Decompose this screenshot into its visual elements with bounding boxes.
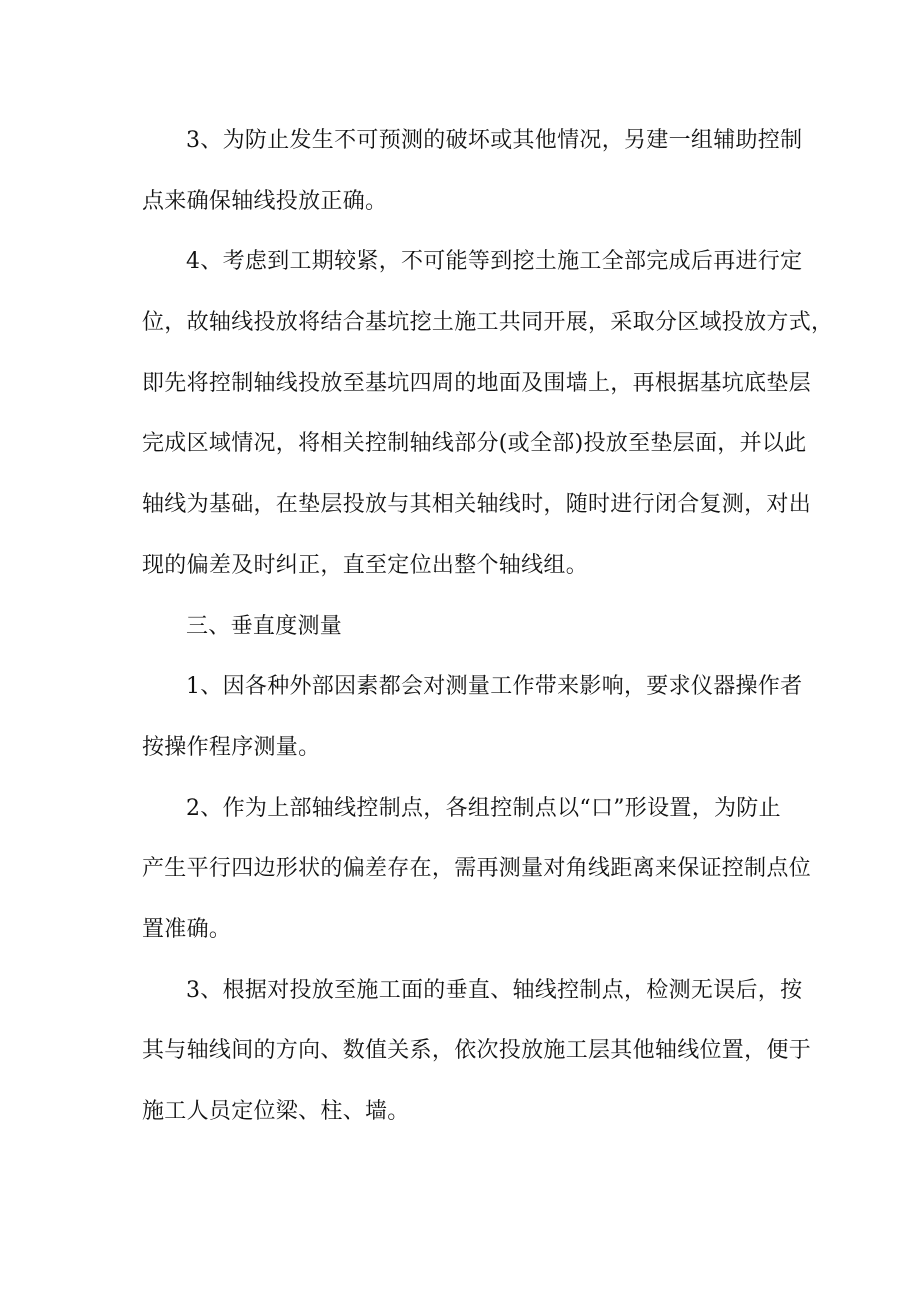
text-line: 位，故轴线投放将结合基坑挖土施工共同开展，采取分区域投放方式， xyxy=(142,310,834,336)
text-line: 其与轴线间的方向、数值关系，依次投放施工层其他轴线位置，便于 xyxy=(142,1038,812,1064)
text-line: 点来确保轴线投放正确。 xyxy=(142,188,388,214)
text-line: 现的偏差及时纠正，直至定位出整个轴线组。 xyxy=(142,552,589,578)
text-line: 置准确。 xyxy=(142,916,232,942)
text-line: 完成区域情况，将相关控制轴线部分(或全部)投放至垫层面，并以此 xyxy=(142,431,807,457)
paragraph-instrument-operation xyxy=(142,657,803,778)
document-body xyxy=(142,111,834,1143)
paragraph-upper-control-points xyxy=(142,779,812,961)
paragraph-construction-layer xyxy=(142,961,812,1143)
text-line: 产生平行四边形状的偏差存在，需再测量对角线距离来保证控制点位 xyxy=(142,856,812,882)
text-line: 2、作为上部轴线控制点，各组控制点以“口”形设置，为防止 xyxy=(186,795,781,821)
text-line: 施工人员定位梁、柱、墙。 xyxy=(142,1099,410,1124)
text-line: 3、为防止发生不可预测的破坏或其他情况，另建一组辅助控制 xyxy=(186,128,803,153)
section-heading-verticality xyxy=(142,597,782,658)
paragraph-axis-layout xyxy=(142,232,834,596)
section-heading: 三、垂直度测量 xyxy=(186,613,343,639)
paragraph-control-points xyxy=(142,111,803,232)
text-line: 轴线为基础，在垫层投放与其相关轴线时，随时进行闭合复测，对出 xyxy=(142,492,812,518)
text-line: 3、根据对投放至施工面的垂直、轴线控制点，检测无误后，按 xyxy=(186,977,803,1003)
text-line: 即先将控制轴线投放至基坑四周的地面及围墙上，再根据基坑底垫层 xyxy=(142,370,812,396)
text-line: 1、因各种外部因素都会对测量工作带来影响，要求仪器操作者 xyxy=(186,674,803,700)
text-line: 按操作程序测量。 xyxy=(142,734,321,760)
text-line: 4、考虑到工期较紧，不可能等到挖土施工全部完成后再进行定 xyxy=(186,249,803,275)
